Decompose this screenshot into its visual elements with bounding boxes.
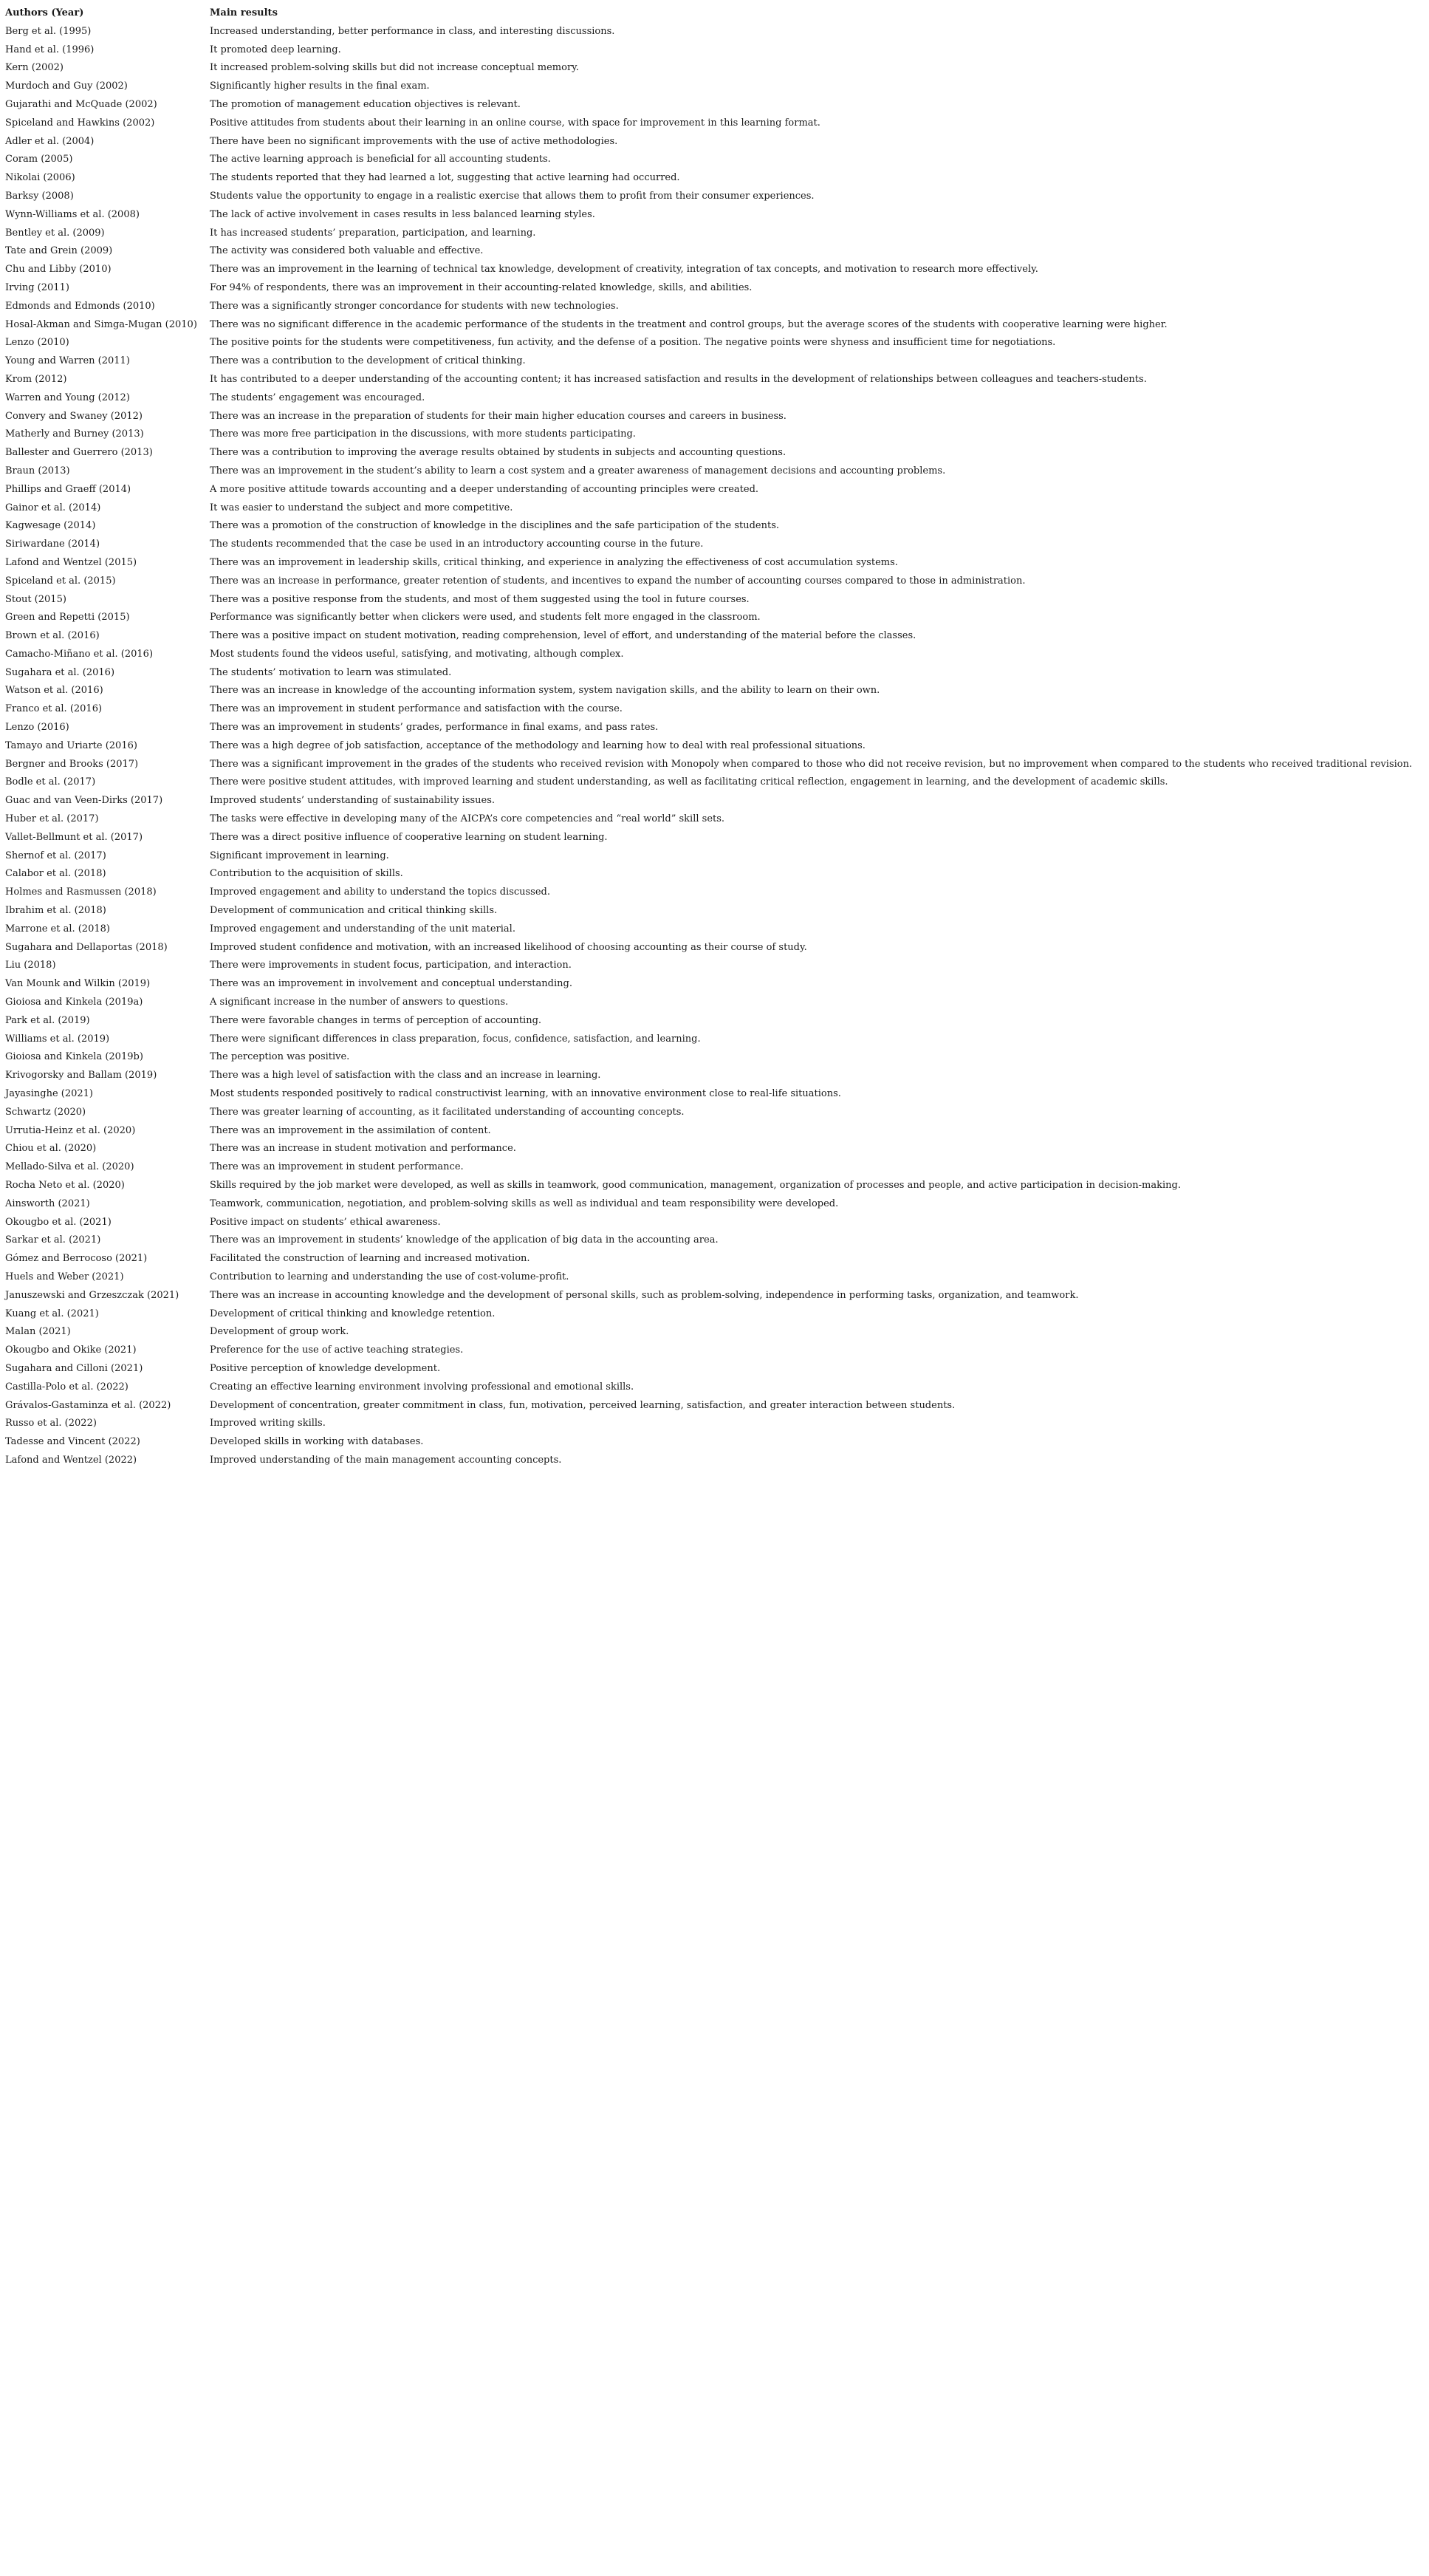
authors-year-cell: Marrone et al. (2018) bbox=[5, 923, 110, 935]
table-row bbox=[5, 1250, 1412, 1268]
main-results-cell: Development of communication and critical thinking skills. bbox=[210, 905, 498, 917]
authors-year-cell: Convery and Swaney (2012) bbox=[5, 410, 143, 422]
authors-year-cell: Berg et al. (1995) bbox=[5, 25, 92, 37]
table-row bbox=[5, 517, 1412, 536]
main-results-cell: For 94% of respondents, there was an improvement in their accounting-related knowledge, skills, and abilities. bbox=[210, 281, 753, 293]
main-results-cell: Significant improvement in learning. bbox=[210, 850, 389, 861]
authors-year-cell: Bodle et al. (2017) bbox=[5, 776, 96, 788]
authors-year-cell: Okougbo et al. (2021) bbox=[5, 1216, 112, 1228]
table-row bbox=[5, 1268, 1412, 1287]
authors-year-cell: Williams et al. (2019) bbox=[5, 1033, 110, 1045]
table-row bbox=[5, 96, 1412, 115]
table-row bbox=[5, 334, 1412, 352]
table-row bbox=[5, 1214, 1412, 1232]
main-results-cell: There was more free participation in the discussions, with more students participating. bbox=[210, 428, 636, 440]
table-row bbox=[5, 737, 1412, 756]
authors-year-cell: Krom (2012) bbox=[5, 373, 67, 385]
main-results-cell: There was no significant difference in the academic performance of the students in the treatment and control groups, but the average scores of the students with cooperative learning were higher. bbox=[210, 318, 1168, 330]
authors-year-cell: Phillips and Graeff (2014) bbox=[5, 483, 131, 495]
authors-year-cell: Lenzo (2016) bbox=[5, 722, 69, 734]
table-row bbox=[5, 41, 1412, 60]
table-row bbox=[5, 884, 1412, 902]
main-results-cell: Performance was significantly better when clickers were used, and students felt more engaged in the classroom. bbox=[210, 612, 761, 623]
main-results-cell: Contribution to the acquisition of skills. bbox=[210, 868, 403, 880]
table-row bbox=[5, 1287, 1412, 1305]
main-results-cell: Improved students’ understanding of sustainability issues. bbox=[210, 795, 496, 807]
authors-year-cell: Park et al. (2019) bbox=[5, 1014, 90, 1026]
authors-year-cell: Siriwardane (2014) bbox=[5, 539, 100, 550]
table-row bbox=[5, 371, 1412, 389]
table-row bbox=[5, 188, 1412, 206]
main-results-cell: Development of critical thinking and knowledge retention. bbox=[210, 1308, 496, 1319]
table-row bbox=[5, 1158, 1412, 1177]
main-results-cell: Most students found the videos useful, satisfying, and motivating, although complex. bbox=[210, 648, 624, 660]
authors-year-cell: Young and Warren (2011) bbox=[5, 355, 130, 367]
authors-year-cell: Van Mounk and Wilkin (2019) bbox=[5, 978, 151, 990]
authors-year-cell: Gioiosa and Kinkela (2019a) bbox=[5, 997, 143, 1008]
main-results-cell: There was an improvement in student performance and satisfaction with the course. bbox=[210, 703, 623, 715]
table-row bbox=[5, 609, 1412, 627]
table-row bbox=[5, 115, 1412, 133]
table-row bbox=[5, 1378, 1412, 1397]
authors-year-cell: Holmes and Rasmussen (2018) bbox=[5, 886, 157, 898]
authors-year-cell: Tamayo and Uriarte (2016) bbox=[5, 739, 137, 751]
authors-year-cell: Camacho-Miñano et al. (2016) bbox=[5, 648, 154, 660]
table-row bbox=[5, 78, 1412, 96]
authors-year-cell: Grávalos-Gastaminza et al. (2022) bbox=[5, 1399, 171, 1411]
table-row bbox=[5, 242, 1412, 261]
authors-year-cell: Huels and Weber (2021) bbox=[5, 1271, 124, 1282]
table-row bbox=[5, 1433, 1412, 1452]
table-row bbox=[5, 994, 1412, 1012]
main-results-cell: There were positive student attitudes, with improved learning and student understanding, as well as facilitating critical reflection, engagement in learning, and the development of academic skills. bbox=[210, 776, 1168, 788]
main-results-cell: It has increased students’ preparation, participation, and learning. bbox=[210, 227, 536, 239]
authors-year-cell: Jayasinghe (2021) bbox=[5, 1088, 94, 1100]
table-row bbox=[5, 829, 1412, 847]
main-results-cell: Students value the opportunity to engage in a realistic exercise that allows them to profit from their consumer experiences. bbox=[210, 190, 815, 202]
table-row bbox=[5, 1177, 1412, 1195]
authors-year-cell: Mellado-Silva et al. (2020) bbox=[5, 1161, 134, 1173]
table-row bbox=[5, 1231, 1412, 1250]
authors-year-cell: Spiceland and Hawkins (2002) bbox=[5, 117, 155, 129]
authors-year-cell: Kern (2002) bbox=[5, 62, 64, 74]
main-results-cell: Most students responded positively to radical constructivist learning, with an innovative environment close to real-life situations. bbox=[210, 1088, 841, 1100]
authors-year-cell: Bergner and Brooks (2017) bbox=[5, 758, 139, 770]
header-main-results: Main results bbox=[210, 7, 278, 18]
main-results-cell: There was a promotion of the construction of knowledge in the disciplines and the safe participation of the students. bbox=[210, 520, 780, 532]
table-row bbox=[5, 389, 1412, 408]
main-results-cell: There was an increase in knowledge of the accounting information system, system navigation skills, and the ability to learn on their own. bbox=[210, 685, 880, 697]
table-row bbox=[5, 573, 1412, 591]
table-row bbox=[5, 1140, 1412, 1158]
table-row bbox=[5, 169, 1412, 188]
table-row bbox=[5, 957, 1412, 975]
authors-year-cell: Wynn-Williams et al. (2008) bbox=[5, 208, 140, 220]
table-row bbox=[5, 481, 1412, 499]
main-results-cell: There was a positive impact on student motivation, reading comprehension, level of effort, and understanding of the material before the classes. bbox=[210, 630, 916, 642]
table-row bbox=[5, 939, 1412, 957]
table-row bbox=[5, 1085, 1412, 1104]
main-results-cell: Development of group work. bbox=[210, 1326, 349, 1338]
main-results-cell: There was a significantly stronger concordance for students with new technologies. bbox=[210, 300, 619, 312]
table-row bbox=[5, 1342, 1412, 1360]
main-results-cell: The promotion of management education objectives is relevant. bbox=[210, 98, 521, 110]
main-results-cell: There was an improvement in student performance. bbox=[210, 1161, 464, 1173]
main-results-cell: There were significant differences in class preparation, focus, confidence, satisfaction, and learning. bbox=[210, 1033, 701, 1045]
main-results-cell: A more positive attitude towards accounting and a deeper understanding of accounting principles were created. bbox=[210, 483, 759, 495]
table-row bbox=[5, 865, 1412, 884]
main-results-cell: Significantly higher results in the final exam. bbox=[210, 81, 430, 92]
authors-year-cell: Warren and Young (2012) bbox=[5, 392, 130, 403]
main-results-cell: There was greater learning of accounting, as it facilitated understanding of accounting concepts. bbox=[210, 1106, 685, 1118]
authors-year-cell: Gujarathi and McQuade (2002) bbox=[5, 98, 157, 110]
authors-year-cell: Malan (2021) bbox=[5, 1326, 71, 1338]
main-results-cell: Improved engagement and ability to understand the topics discussed. bbox=[210, 886, 551, 898]
main-results-cell: The students recommended that the case be used in an introductory accounting course in the future. bbox=[210, 539, 704, 550]
table-row bbox=[5, 773, 1412, 792]
table-row bbox=[5, 975, 1412, 994]
main-results-cell: Preference for the use of active teaching strategies. bbox=[210, 1345, 464, 1356]
table-row bbox=[5, 1012, 1412, 1031]
results-table bbox=[5, 4, 1412, 1470]
main-results-cell: There was an increase in student motivation and performance. bbox=[210, 1143, 516, 1155]
table-row bbox=[5, 59, 1412, 78]
main-results-cell: Positive perception of knowledge development. bbox=[210, 1362, 441, 1374]
main-results-cell: There was a contribution to improving the average results obtained by students in subjects and accounting questions. bbox=[210, 447, 787, 459]
authors-year-cell: Lafond and Wentzel (2015) bbox=[5, 556, 137, 568]
table-row bbox=[5, 133, 1412, 151]
authors-year-cell: Hand et al. (1996) bbox=[5, 44, 95, 55]
authors-year-cell: Vallet-Bellmunt et al. (2017) bbox=[5, 831, 143, 843]
table-row bbox=[5, 1067, 1412, 1085]
table-row bbox=[5, 554, 1412, 573]
authors-year-cell: Murdoch and Guy (2002) bbox=[5, 81, 128, 92]
authors-year-cell: Spiceland et al. (2015) bbox=[5, 575, 116, 587]
table-row bbox=[5, 444, 1412, 462]
main-results-cell: Improved writing skills. bbox=[210, 1418, 326, 1429]
table-row bbox=[5, 279, 1412, 298]
table-row bbox=[5, 462, 1412, 481]
authors-year-cell: Kuang et al. (2021) bbox=[5, 1308, 99, 1319]
authors-year-cell: Hosal-Akman and Simga-Mugan (2010) bbox=[5, 318, 197, 330]
main-results-cell: There were improvements in student focus, participation, and interaction. bbox=[210, 960, 572, 971]
authors-year-cell: Shernof et al. (2017) bbox=[5, 850, 106, 861]
authors-year-cell: Sarkar et al. (2021) bbox=[5, 1234, 101, 1246]
main-results-cell: Improved engagement and understanding of the unit material. bbox=[210, 923, 515, 935]
authors-year-cell: Watson et al. (2016) bbox=[5, 685, 103, 697]
table-row bbox=[5, 298, 1412, 316]
authors-year-cell: Russo et al. (2022) bbox=[5, 1418, 97, 1429]
table-row bbox=[5, 1397, 1412, 1415]
main-results-cell: The perception was positive. bbox=[210, 1051, 350, 1063]
authors-year-cell: Calabor et al. (2018) bbox=[5, 868, 106, 880]
main-results-cell: It has contributed to a deeper understanding of the accounting content; it has increased satisfaction and results in the development of relationships between colleagues and teachers-students. bbox=[210, 373, 1147, 385]
authors-year-cell: Tadesse and Vincent (2022) bbox=[5, 1436, 140, 1448]
main-results-cell: There was an improvement in students’ grades, performance in final exams, and pass rates. bbox=[210, 722, 659, 734]
authors-year-cell: Adler et al. (2004) bbox=[5, 135, 95, 147]
authors-year-cell: Sugahara and Dellaportas (2018) bbox=[5, 941, 168, 953]
main-results-cell: Increased understanding, better performance in class, and interesting discussions. bbox=[210, 25, 615, 37]
table-row bbox=[5, 682, 1412, 700]
table-row bbox=[5, 646, 1412, 664]
table-row bbox=[5, 664, 1412, 683]
main-results-cell: The students’ engagement was encouraged. bbox=[210, 392, 425, 403]
main-results-cell: The students reported that they had learned a lot, suggesting that active learning had occurred. bbox=[210, 172, 680, 184]
main-results-cell: There was an improvement in the learning of technical tax knowledge, development of creativity, integration of tax concepts, and motivation to research more effectively. bbox=[210, 264, 1038, 276]
main-results-cell: There was a high degree of job satisfaction, acceptance of the methodology and learning how to deal with real professional situations. bbox=[210, 739, 866, 751]
table-row bbox=[5, 1031, 1412, 1049]
table-row bbox=[5, 1360, 1412, 1378]
authors-year-cell: Guac and van Veen-Dirks (2017) bbox=[5, 795, 163, 807]
main-results-cell: The activity was considered both valuable and effective. bbox=[210, 245, 484, 257]
authors-year-cell: Gómez and Berrocoso (2021) bbox=[5, 1253, 148, 1265]
authors-year-cell: Barksy (2008) bbox=[5, 190, 74, 202]
main-results-cell: There was a significant improvement in the grades of the students who received revision with Monopoly when compared to those who did not receive revision, but no improvement when compared to the students who received traditional revision. bbox=[210, 758, 1413, 770]
table-row bbox=[5, 536, 1412, 554]
table-row bbox=[5, 1323, 1412, 1342]
table-row bbox=[5, 408, 1412, 426]
authors-year-cell: Ballester and Guerrero (2013) bbox=[5, 447, 153, 459]
authors-year-cell: Kagwesage (2014) bbox=[5, 520, 96, 532]
table-row bbox=[5, 627, 1412, 646]
main-results-cell: The positive points for the students were competitiveness, fun activity, and the defense of a position. The negative points were shyness and insufficient time for negotiations. bbox=[210, 337, 1056, 349]
authors-year-cell: Tate and Grein (2009) bbox=[5, 245, 113, 257]
authors-year-cell: Stout (2015) bbox=[5, 593, 66, 605]
table-row bbox=[5, 792, 1412, 810]
table-row bbox=[5, 810, 1412, 829]
main-results-cell: A significant increase in the number of answers to questions. bbox=[210, 997, 509, 1008]
main-results-cell: There was an improvement in the assimilation of content. bbox=[210, 1124, 491, 1136]
header-authors-year: Authors (Year) bbox=[5, 7, 84, 18]
table-row bbox=[5, 847, 1412, 866]
main-results-cell: The active learning approach is beneficial for all accounting students. bbox=[210, 154, 551, 165]
main-results-cell: Teamwork, communication, negotiation, and problem-solving skills as well as individual and team responsibility were developed. bbox=[210, 1198, 839, 1209]
table-row bbox=[5, 206, 1412, 225]
main-results-cell: The lack of active involvement in cases results in less balanced learning styles. bbox=[210, 208, 595, 220]
authors-year-cell: Irving (2011) bbox=[5, 281, 69, 293]
main-results-cell: There was an improvement in the student’s ability to learn a cost system and a greater awareness of management decisions and accounting problems. bbox=[210, 465, 946, 476]
authors-year-cell: Huber et al. (2017) bbox=[5, 813, 99, 825]
table-row bbox=[5, 1195, 1412, 1214]
authors-year-cell: Gioiosa and Kinkela (2019b) bbox=[5, 1051, 143, 1063]
main-results-cell: Improved understanding of the main management accounting concepts. bbox=[210, 1454, 562, 1466]
authors-year-cell: Sugahara et al. (2016) bbox=[5, 666, 115, 678]
authors-year-cell: Nikolai (2006) bbox=[5, 172, 75, 184]
authors-year-cell: Okougbo and Okike (2021) bbox=[5, 1345, 137, 1356]
authors-year-cell: Schwartz (2020) bbox=[5, 1106, 86, 1118]
main-results-cell: There was a direct positive influence of cooperative learning on student learning. bbox=[210, 831, 608, 843]
authors-year-cell: Gainor et al. (2014) bbox=[5, 502, 101, 513]
authors-year-cell: Rocha Neto et al. (2020) bbox=[5, 1180, 125, 1191]
authors-year-cell: Edmonds and Edmonds (2010) bbox=[5, 300, 155, 312]
main-results-cell: Contribution to learning and understanding the use of cost-volume-profit. bbox=[210, 1271, 569, 1282]
main-results-cell: Developed skills in working with databases. bbox=[210, 1436, 424, 1448]
main-results-cell: There was an improvement in involvement and conceptual understanding. bbox=[210, 978, 572, 990]
main-results-cell: The tasks were effective in developing many of the AICPA’s core competencies and “real world” skill sets. bbox=[210, 813, 725, 825]
authors-year-cell: Sugahara and Cilloni (2021) bbox=[5, 1362, 143, 1374]
main-results-cell: Positive impact on students’ ethical awareness. bbox=[210, 1216, 441, 1228]
main-results-cell: Improved student confidence and motivation, with an increased likelihood of choosing accounting as their course of study. bbox=[210, 941, 807, 953]
main-results-cell: Development of concentration, greater commitment in class, fun, motivation, perceived learning, satisfaction, and greater interaction between students. bbox=[210, 1399, 956, 1411]
table-row bbox=[5, 23, 1412, 41]
table-row bbox=[5, 1415, 1412, 1433]
main-results-cell: It promoted deep learning. bbox=[210, 44, 341, 55]
authors-year-cell: Liu (2018) bbox=[5, 960, 56, 971]
table-row bbox=[5, 756, 1412, 774]
main-results-cell: Positive attitudes from students about their learning in an online course, with space for improvement in this learning format. bbox=[210, 117, 820, 129]
authors-year-cell: Brown et al. (2016) bbox=[5, 630, 100, 642]
main-results-cell: It increased problem-solving skills but did not increase conceptual memory. bbox=[210, 62, 579, 74]
main-results-cell: The students’ motivation to learn was stimulated. bbox=[210, 666, 452, 678]
table-row bbox=[5, 261, 1412, 279]
table-row bbox=[5, 352, 1412, 371]
table-row bbox=[5, 700, 1412, 719]
table-row bbox=[5, 499, 1412, 518]
table-row bbox=[5, 426, 1412, 444]
main-results-cell: There was an increase in the preparation of students for their main higher education courses and careers in business. bbox=[210, 410, 787, 422]
table-row bbox=[5, 591, 1412, 609]
table-body bbox=[5, 23, 1412, 1470]
authors-year-cell: Chu and Libby (2010) bbox=[5, 264, 112, 276]
table-header-row bbox=[5, 4, 1412, 23]
main-results-cell: There have been no significant improvements with the use of active methodologies. bbox=[210, 135, 618, 147]
main-results-cell: There was an improvement in students’ knowledge of the application of big data in the accounting area. bbox=[210, 1234, 719, 1246]
table-row bbox=[5, 225, 1412, 243]
main-results-cell: Facilitated the construction of learning and increased motivation. bbox=[210, 1253, 530, 1265]
main-results-cell: Creating an effective learning environment involving professional and emotional skills. bbox=[210, 1381, 634, 1393]
authors-year-cell: Januszewski and Grzeszczak (2021) bbox=[5, 1289, 179, 1301]
authors-year-cell: Lafond and Wentzel (2022) bbox=[5, 1454, 137, 1466]
table-row bbox=[5, 920, 1412, 939]
main-results-cell: There was a positive response from the students, and most of them suggested using the tool in future courses. bbox=[210, 593, 750, 605]
table-row bbox=[5, 316, 1412, 335]
authors-year-cell: Bentley et al. (2009) bbox=[5, 227, 105, 239]
main-results-cell: There were favorable changes in terms of perception of accounting. bbox=[210, 1014, 542, 1026]
authors-year-cell: Ibrahim et al. (2018) bbox=[5, 905, 106, 917]
authors-year-cell: Krivogorsky and Ballam (2019) bbox=[5, 1070, 157, 1082]
main-results-cell: There was a contribution to the development of critical thinking. bbox=[210, 355, 526, 367]
authors-year-cell: Ainsworth (2021) bbox=[5, 1198, 90, 1209]
table-row bbox=[5, 1452, 1412, 1470]
table-row bbox=[5, 151, 1412, 169]
authors-year-cell: Chiou et al. (2020) bbox=[5, 1143, 97, 1155]
main-results-cell: Skills required by the job market were developed, as well as skills in teamwork, good communication, management, organization of processes and people, and active participation in decision-making. bbox=[210, 1180, 1181, 1191]
authors-year-cell: Matherly and Burney (2013) bbox=[5, 428, 144, 440]
main-results-cell: There was an increase in performance, greater retention of students, and incentives to expand the number of accounting courses compared to those in administration. bbox=[210, 575, 1026, 587]
authors-year-cell: Urrutia-Heinz et al. (2020) bbox=[5, 1124, 136, 1136]
table-row bbox=[5, 1048, 1412, 1067]
main-results-cell: It was easier to understand the subject and more competitive. bbox=[210, 502, 513, 513]
authors-year-cell: Lenzo (2010) bbox=[5, 337, 69, 349]
main-results-cell: There was an increase in accounting knowledge and the development of personal skills, such as problem-solving, independence in performing tasks, organization, and teamwork. bbox=[210, 1289, 1079, 1301]
table-row bbox=[5, 902, 1412, 920]
authors-year-cell: Castilla-Polo et al. (2022) bbox=[5, 1381, 128, 1393]
table-row bbox=[5, 1104, 1412, 1122]
table-row bbox=[5, 719, 1412, 737]
main-results-cell: There was a high level of satisfaction with the class and an increase in learning. bbox=[210, 1070, 601, 1082]
authors-year-cell: Coram (2005) bbox=[5, 154, 73, 165]
authors-year-cell: Braun (2013) bbox=[5, 465, 70, 476]
authors-year-cell: Green and Repetti (2015) bbox=[5, 612, 130, 623]
authors-year-cell: Franco et al. (2016) bbox=[5, 703, 103, 715]
table-row bbox=[5, 1122, 1412, 1141]
table-row bbox=[5, 1305, 1412, 1324]
main-results-cell: There was an improvement in leadership skills, critical thinking, and experience in analyzing the effectiveness of cost accumulation systems. bbox=[210, 556, 898, 568]
